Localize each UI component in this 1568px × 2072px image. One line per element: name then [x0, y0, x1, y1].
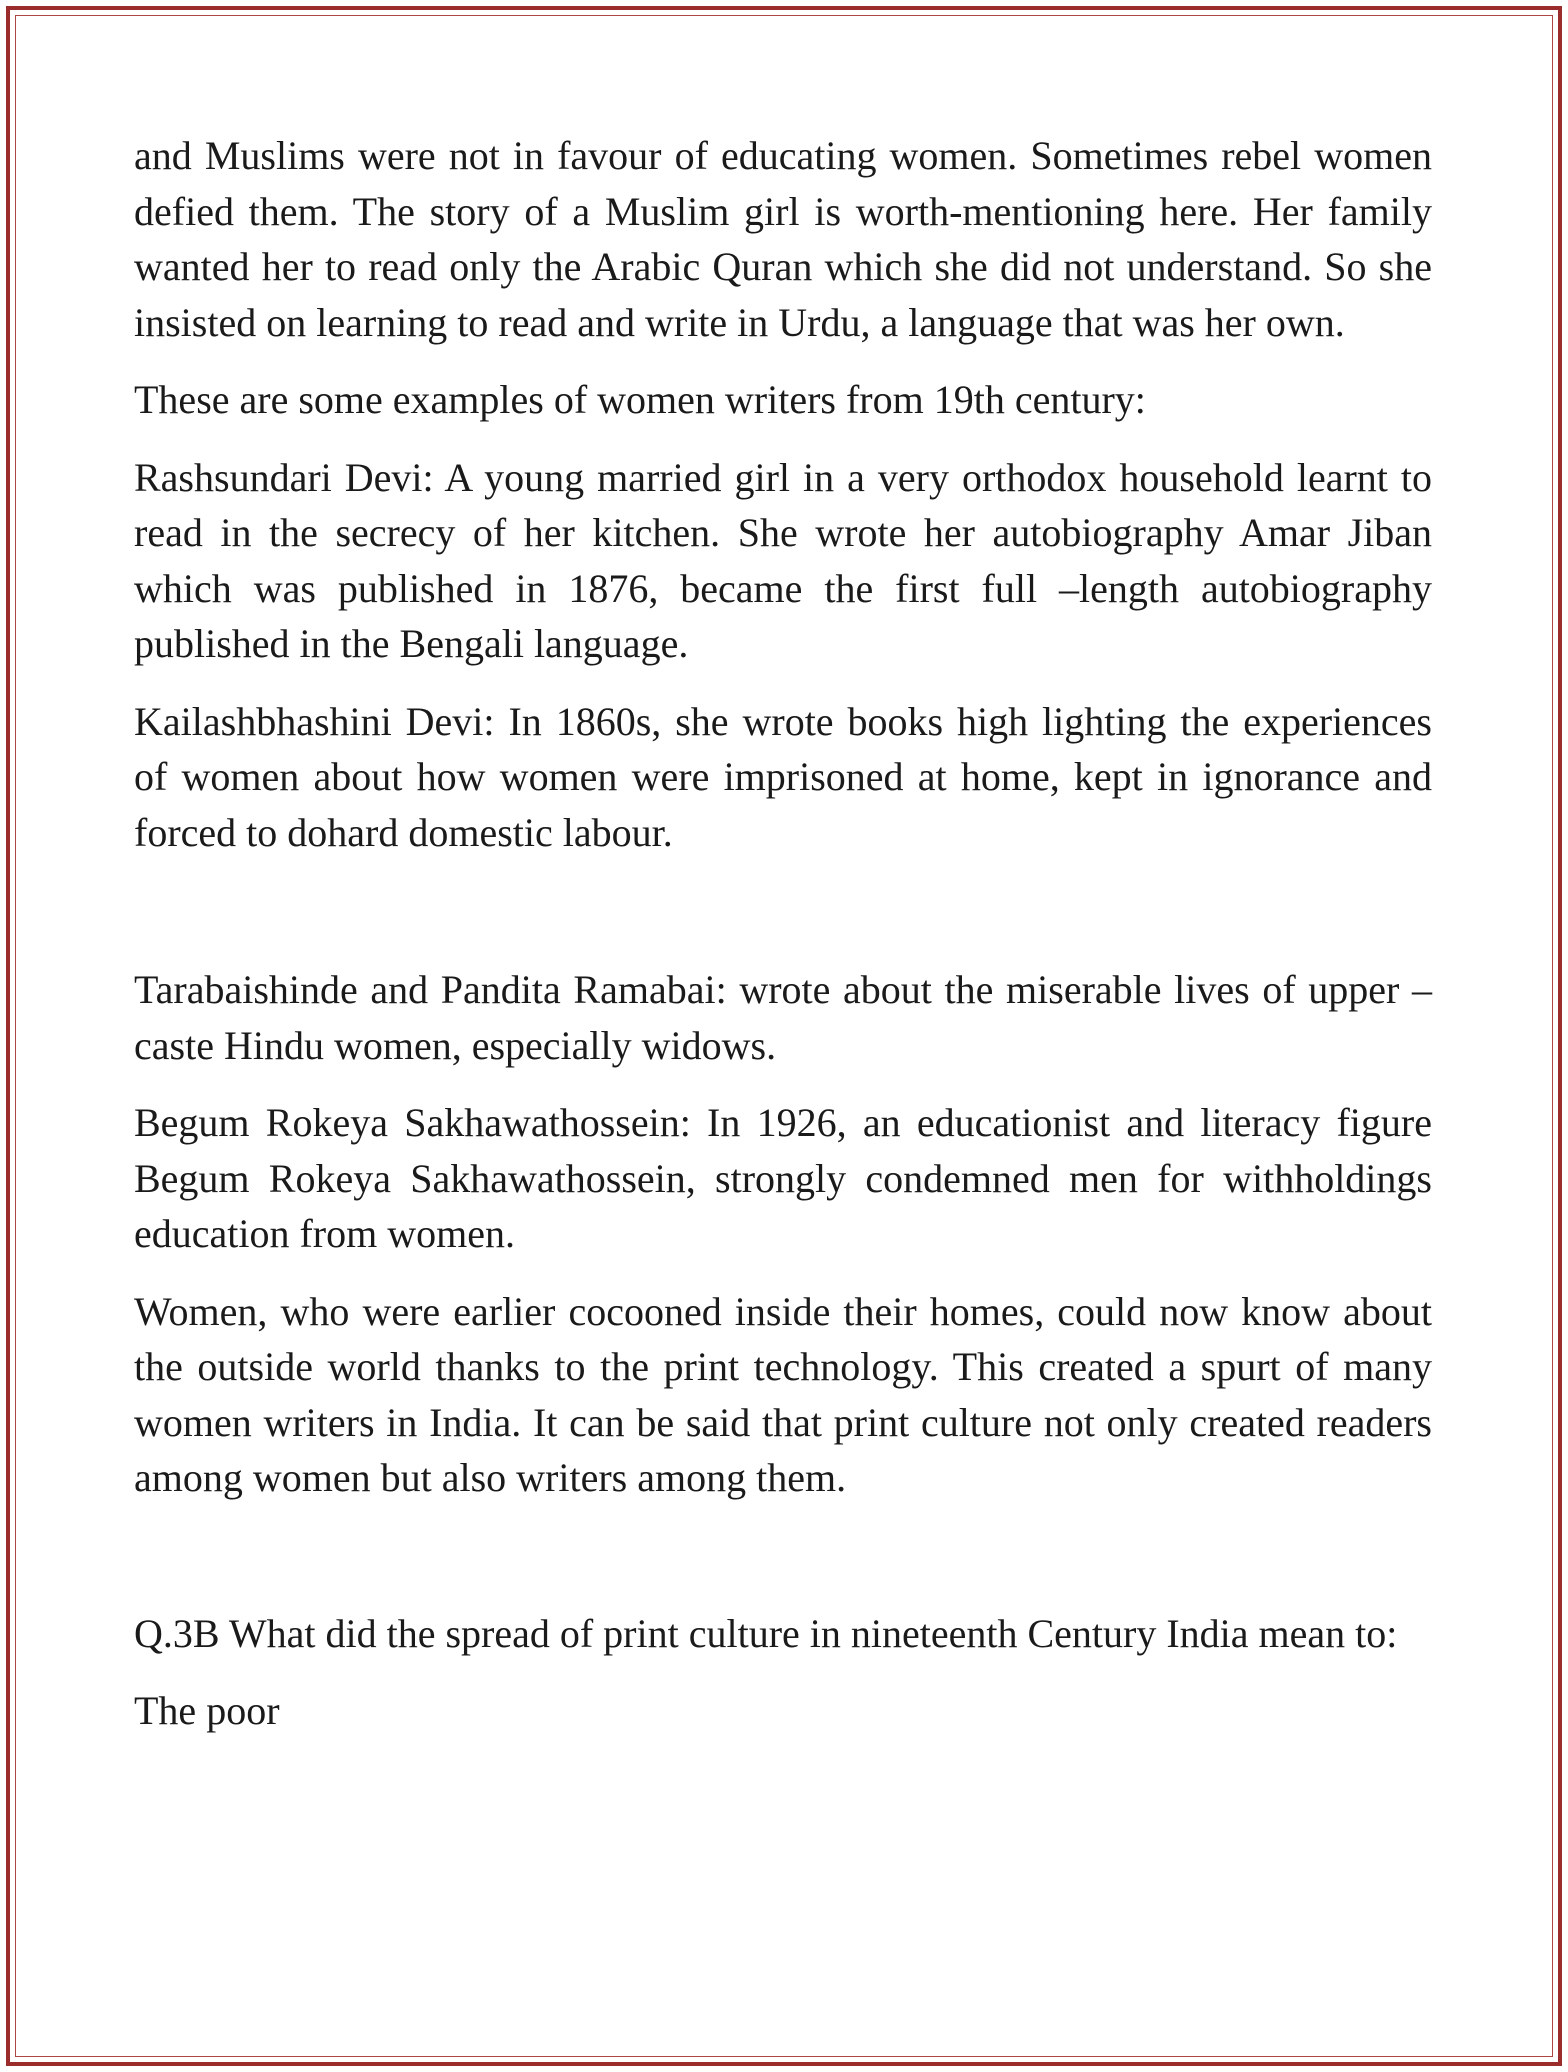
paragraph-begum-rokeya: Begum Rokeya Sakhawathossein: In 1926, an educationist and literacy figure Begum Rokeya Sakhawathossein, strongly condemned men for withholdings education from women. — [134, 1100, 1432, 1256]
document-body — [134, 128, 1432, 1761]
paragraph-tarabai-ramabai: Tarabaishinde and Pandita Ramabai: wrote about the miserable lives of upper – caste Hindu women, especially widows. — [134, 967, 1432, 1068]
subheading-the-poor: The poor — [134, 1688, 280, 1733]
paragraph-intro: and Muslims were not in favour of educating women. Sometimes rebel women defied them. The story of a Muslim girl is worth-mentioning here. Her family wanted her to read only the Arabic Quran which she did not understand. So she insisted on learning to read and write in Urdu, a language that was her own. — [134, 133, 1432, 345]
paragraph-examples-heading: These are some examples of women writers from 19th century: — [134, 377, 1146, 422]
paragraph-kailashbhashini-devi: Kailashbhashini Devi: In 1860s, she wrote books high lighting the experiences of women about how women were imprisoned at home, kept in ignorance and forced to dohard domestic labour. — [134, 698, 1432, 855]
question-3b: Q.3B What did the spread of print culture in nineteenth Century India mean to: — [134, 1610, 1398, 1656]
paragraph-conclusion: Women, who were earlier cocooned inside their homes, could now know about the outside world thanks to the print technology. This created a spurt of many women writers in India. It can be said that print culture not only created readers among women but also writers among them. — [134, 1288, 1432, 1500]
paragraph-rashsundari-devi: Rashsundari Devi: A young married girl in a very orthodox household learnt to read in the secrecy of her kitchen. She wrote her autobiography Amar Jiban which was published in 1876, became the first full –length autobiography published in the Bengali language. — [134, 454, 1432, 666]
